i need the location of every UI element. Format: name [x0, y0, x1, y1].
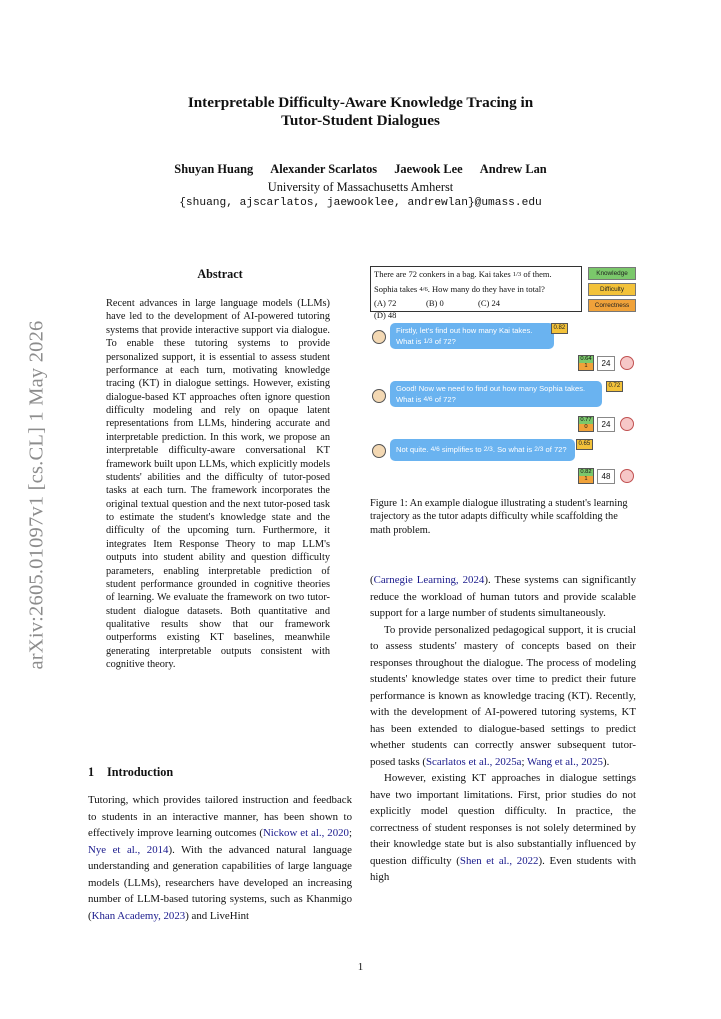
- section-title: Introduction: [107, 765, 174, 779]
- tutor-message: [390, 323, 554, 349]
- text-run: ;: [348, 827, 352, 839]
- tutor-avatar-icon: [372, 330, 386, 344]
- tutor-avatar-icon: [372, 389, 386, 403]
- citation-link[interactable]: Nickow et al., 2020: [262, 827, 349, 839]
- title-line-2: Tutor-Student Dialogues: [281, 112, 440, 129]
- right-column-text: [370, 572, 636, 886]
- intro-paragraph: [88, 792, 352, 924]
- correctness-value: 1: [579, 476, 593, 483]
- student-answer: 24: [597, 417, 615, 432]
- knowledge-correctness-tag: [578, 416, 594, 432]
- student-answer: 24: [597, 356, 615, 371]
- knowledge-value: 0.82: [580, 469, 592, 475]
- paragraph: (Carnegie Learning, 2024). These systems can significantly reduce the workload of human tutors and provide scalable support for a large number of students simultaneously.: [370, 574, 636, 619]
- abstract-body: Recent advances in large language models (LLMs) have led to the development of AI-powered tutoring systems that provide interactive support via dialogue. To enable these tutoring systems to provide personalized support, it is essential to assess student performance at each turn, motivating knowledge tracing (KT) in dialogue settings. However, existing dialogue-based KT approaches often ignore question difficulty modeling and rely on opaque latent representations from LLMs, hindering accurate and interpretable prediction. In this work, we propose an interpretable difficulty-aware conversational KT framework built upon LLMs, which explicitly models students' abilities and the difficulty of tutor-posed tasks at each turn. The framework incorporates the original textual question and the next tutor-posed task to estimate the student's knowledge state and the difficulty of the upcoming turn. Furthermore, it integrates Item Response Theory to map LLM's outputs into student ability and question difficulty parameters, enabling interpretable prediction of student performance grounded in cognitive theories of learning. We evaluate the framework on two tutor-student dialogue datasets. Both quantitative and qualitative results show that our framework outperforms existing KT baselines, meanwhile generating interpretable outputs consistent with cognitive theory.: [106, 298, 330, 671]
- legend-correctness: Correctness: [588, 299, 636, 312]
- author-name: Andrew Lan: [479, 162, 547, 176]
- text-run: ) and LiveHint: [185, 909, 250, 922]
- difficulty-tag: 0.82: [551, 323, 568, 334]
- citation-link[interactable]: Scarlatos et al., 2025a: [426, 755, 522, 768]
- citation-link[interactable]: Nye et al., 2014: [88, 843, 169, 856]
- paragraph: To provide personalized pedagogical support, it is crucial to assess students' mastery of concepts based on their responses throughout the dialogue. The process of modeling students' knowledge states over time to predict their future performance is known as knowledge tracing (KT). Recently, with the development of AI-powered tutoring systems, KT has been extended to dialogue-based settings to predict whether students can correctly answer subsequent tutor-posed tasks (Scarlatos et al., 2025a; Wang et al., 2025).: [370, 623, 636, 768]
- author-emails: {shuang, ajscarlatos, jaewooklee, andrewlan}@umass.edu: [179, 197, 542, 209]
- paper-title: [0, 94, 721, 130]
- difficulty-tag: 0.72: [606, 381, 623, 392]
- fraction: 4/6: [419, 286, 428, 293]
- citation-link[interactable]: Shen et al., 2022: [459, 854, 539, 867]
- student-answer: 48: [597, 469, 615, 484]
- figure-dialogue: [370, 266, 638, 490]
- affiliation: University of Massachusetts Amherst: [267, 180, 454, 194]
- message-line: Good! Now we need to find out how many Sophia takes.: [396, 384, 586, 393]
- choice-a: (A) 72: [374, 298, 397, 308]
- knowledge-value: 0.64: [580, 356, 592, 362]
- choice-b: (B) 0: [426, 298, 444, 308]
- correctness-value: 0: [579, 424, 593, 431]
- text-run: Tutoring, which provides tailored instruction and feedback to students in an interactive manner, has been shown to effectively improve learning outcomes (: [88, 794, 352, 839]
- question-box: [370, 266, 582, 320]
- choice-c: (C) 24: [478, 298, 500, 308]
- message-line: What is 4/6 of 72?: [396, 395, 456, 404]
- difficulty-tag: 0.65: [576, 439, 593, 450]
- abstract-heading: Abstract: [197, 267, 243, 281]
- author-name: Jaewook Lee: [394, 162, 463, 176]
- student-avatar-icon: [620, 469, 634, 483]
- message-line: Not quite. 4/6 simplifies to 2/3. So what is 2/3 of 72?: [396, 445, 567, 454]
- citation-link[interactable]: Wang et al., 2025: [527, 755, 603, 768]
- tutor-message: [390, 381, 602, 407]
- message-line: What is 1/3 of 72?: [396, 337, 456, 346]
- paragraph: However, existing KT approaches in dialogue settings have two important limitations. First, prior studies do not explicitly model question difficulty. In practice, the correctness of student responses is not solely determined by their knowledge state but is also substantially influenced by question difficulty (Shen et al., 2022). Even students with high: [370, 772, 636, 883]
- citation-link[interactable]: Khan Academy, 2023: [91, 909, 186, 922]
- question-line-1: There are 72 conkers in a bag. Kai takes 1/3 of them.: [374, 269, 552, 279]
- citation-link[interactable]: Carnegie Learning, 2024: [373, 574, 485, 586]
- page-number: 1: [357, 961, 364, 973]
- text-run: ). With the advanced natural language understanding and generation capabilities of large language models (LLMs), researchers have developed an increasing number of LLM-based tutoring systems, such as Khanmigo (: [88, 843, 352, 922]
- author-name: Shuyan Huang: [174, 162, 254, 176]
- question-line-2: Sophia takes 4/6. How many do they have in total?: [374, 284, 545, 294]
- correctness-value: 1: [579, 363, 593, 370]
- knowledge-correctness-tag: [578, 355, 594, 371]
- arxiv-stamp: [22, 300, 52, 690]
- knowledge-correctness-tag: [578, 468, 594, 484]
- answer-choices: [374, 297, 578, 321]
- legend-knowledge: Knowledge: [588, 267, 636, 280]
- section-heading-introduction: [88, 765, 173, 780]
- legend-difficulty: Difficulty: [588, 283, 636, 296]
- arxiv-id: arXiv:2605.01097v1 [cs.CL] 1 May 2026: [25, 320, 48, 670]
- figure-caption: Figure 1: An example dialogue illustrating a student's learning trajectory as the tutor adapts difficulty while scaffolding the math problem.: [370, 498, 628, 536]
- title-line-1: Interpretable Difficulty-Aware Knowledge Tracing in: [187, 94, 534, 111]
- student-avatar-icon: [620, 356, 634, 370]
- section-number: 1: [88, 765, 95, 779]
- tutor-message: [390, 439, 575, 461]
- choice-d: (D) 48: [374, 310, 397, 320]
- fraction: 1/3: [512, 271, 522, 278]
- tutor-avatar-icon: [372, 444, 386, 458]
- message-line: Firstly, let's find out how many Kai takes.: [396, 326, 533, 335]
- knowledge-value: 0.77: [580, 417, 592, 423]
- student-avatar-icon: [620, 417, 634, 431]
- author-name: Alexander Scarlatos: [270, 162, 378, 176]
- author-list: [0, 162, 721, 177]
